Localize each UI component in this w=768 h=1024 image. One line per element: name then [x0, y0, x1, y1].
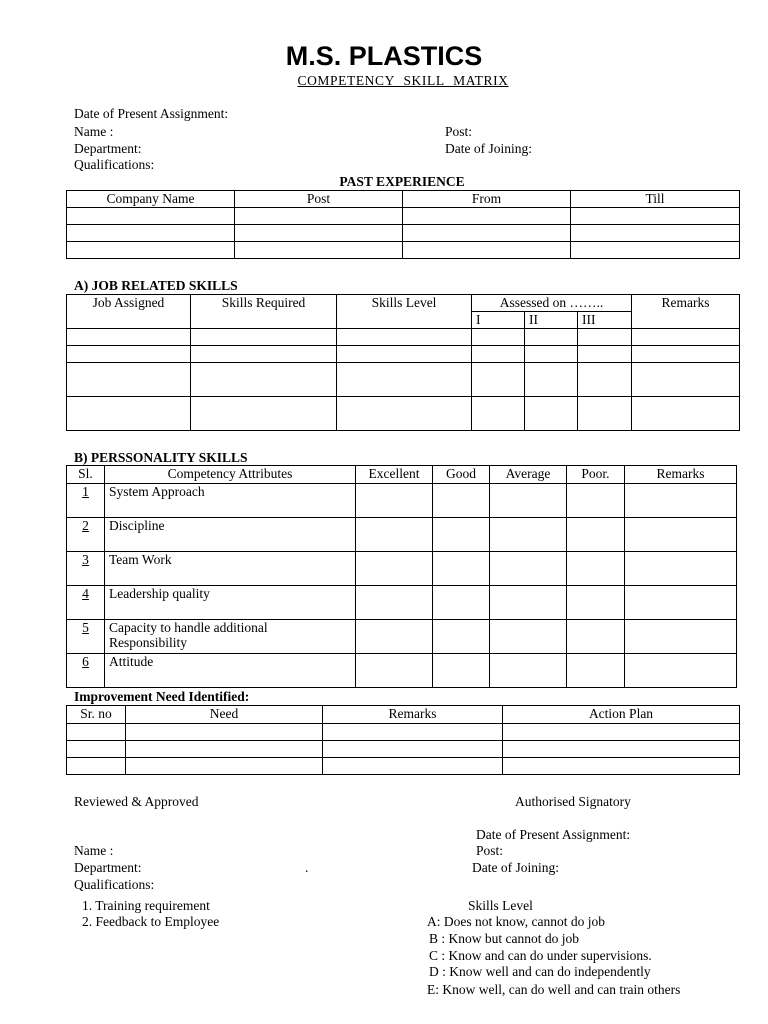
table-cell[interactable] — [632, 363, 740, 397]
column-header: Sr. no — [67, 706, 126, 724]
sub-column-header: III — [578, 312, 632, 329]
column-header: Job Assigned — [67, 295, 191, 329]
skills-level-title: Skills Level — [468, 898, 533, 913]
reviewed-approved-label: Reviewed & Approved — [74, 794, 199, 809]
table-cell[interactable] — [235, 208, 403, 225]
footer-name-label: Name : — [74, 843, 114, 858]
column-header: Till — [571, 191, 740, 208]
table-cell[interactable] — [67, 346, 191, 363]
table-cell[interactable] — [625, 552, 737, 586]
table-cell[interactable] — [126, 724, 323, 741]
table-cell[interactable] — [67, 724, 126, 741]
table-cell[interactable] — [525, 346, 578, 363]
table-cell[interactable] — [571, 208, 740, 225]
table-cell[interactable] — [472, 397, 525, 431]
list-item: 2. Feedback to Employee — [82, 914, 220, 929]
table-row — [67, 363, 740, 397]
column-header: Remarks — [625, 466, 737, 484]
table-cell[interactable] — [433, 586, 490, 620]
table-cell[interactable] — [67, 397, 191, 431]
column-header: Need — [126, 706, 323, 724]
page-subtitle: COMPETENCY SKILL MATRIX — [297, 73, 509, 88]
table-cell[interactable] — [337, 397, 472, 431]
skills-level-item: A: Does not know, cannot do job — [427, 914, 605, 929]
list-item: 1. Training requirement — [82, 898, 210, 913]
table-cell[interactable] — [356, 620, 433, 654]
table-header-row — [67, 295, 740, 312]
table-cell[interactable] — [625, 654, 737, 688]
table-cell[interactable] — [472, 363, 525, 397]
column-header: Assessed on …….. — [472, 295, 632, 312]
table-cell[interactable] — [490, 552, 567, 586]
competency-attribute: Team Work — [105, 552, 356, 586]
table-cell[interactable] — [525, 397, 578, 431]
table-cell[interactable] — [490, 518, 567, 552]
footer-qualifications-label: Qualifications: — [74, 877, 155, 892]
table-cell[interactable] — [356, 484, 433, 518]
table-cell[interactable] — [67, 242, 235, 259]
table-row — [67, 329, 740, 346]
job-related-skills-table — [66, 294, 740, 431]
past-experience-heading: PAST EXPERIENCE — [339, 174, 465, 189]
table-cell[interactable] — [632, 397, 740, 431]
table-cell[interactable] — [567, 552, 625, 586]
table-row — [67, 586, 737, 620]
table-row — [67, 397, 740, 431]
column-header: Good — [433, 466, 490, 484]
footer-dot: . — [305, 860, 309, 875]
table-cell[interactable] — [356, 654, 433, 688]
table-cell[interactable] — [571, 225, 740, 242]
table-cell[interactable] — [503, 724, 740, 741]
column-header: Skills Required — [191, 295, 337, 329]
personality-skills-heading: B) PERSSONALITY SKILLS — [74, 450, 248, 465]
table-header-row — [67, 706, 740, 724]
table-cell[interactable] — [191, 346, 337, 363]
qualifications-label: Qualifications: — [74, 157, 155, 172]
table-cell[interactable] — [625, 586, 737, 620]
serial-number: 3 — [67, 552, 105, 586]
table-cell[interactable] — [323, 724, 503, 741]
column-header: Company Name — [67, 191, 235, 208]
column-header: Remarks — [323, 706, 503, 724]
table-cell[interactable] — [578, 346, 632, 363]
post-label: Post: — [445, 124, 473, 139]
table-cell[interactable] — [191, 363, 337, 397]
table-cell[interactable] — [625, 484, 737, 518]
serial-number: 5 — [67, 620, 105, 654]
table-cell[interactable] — [323, 741, 503, 758]
table-cell[interactable] — [191, 397, 337, 431]
table-cell[interactable] — [433, 620, 490, 654]
column-header: Excellent — [356, 466, 433, 484]
footer-department-label: Department: — [74, 860, 142, 875]
skills-level-item: E: Know well, can do well and can train others — [427, 982, 681, 997]
table-cell[interactable] — [503, 758, 740, 775]
table-cell[interactable] — [67, 225, 235, 242]
table-cell[interactable] — [472, 346, 525, 363]
table-header-row — [67, 466, 737, 484]
table-cell[interactable] — [472, 329, 525, 346]
department-label: Department: — [74, 141, 142, 156]
page-title: M.S. PLASTICS — [285, 41, 483, 71]
table-cell[interactable] — [571, 242, 740, 259]
skills-level-item: B : Know but cannot do job — [429, 931, 579, 946]
table-cell[interactable] — [191, 329, 337, 346]
table-cell[interactable] — [567, 620, 625, 654]
improvement-need-heading: Improvement Need Identified: — [74, 689, 250, 704]
table-cell[interactable] — [356, 518, 433, 552]
table-cell[interactable] — [503, 741, 740, 758]
table-row — [67, 242, 740, 259]
competency-attribute: Leadership quality — [105, 586, 356, 620]
date-of-joining-label: Date of Joining: — [445, 141, 532, 156]
table-cell[interactable] — [235, 225, 403, 242]
footer-date-of-present-assignment-label: Date of Present Assignment: — [476, 827, 631, 842]
table-cell[interactable] — [67, 363, 191, 397]
table-row — [67, 741, 740, 758]
name-label: Name : — [74, 124, 114, 139]
serial-number: 1 — [67, 484, 105, 518]
table-cell[interactable] — [578, 397, 632, 431]
table-row — [67, 654, 737, 688]
table-cell[interactable] — [490, 484, 567, 518]
table-cell[interactable] — [356, 552, 433, 586]
column-header: Post — [235, 191, 403, 208]
table-row — [67, 346, 740, 363]
sub-column-header: I — [472, 312, 525, 329]
date-of-present-assignment-label: Date of Present Assignment: — [74, 106, 229, 121]
serial-number: 4 — [67, 586, 105, 620]
attribute-line: Capacity to handle additional — [109, 620, 268, 635]
skills-level-item: C : Know and can do under supervisions. — [429, 948, 652, 963]
table-row — [67, 518, 737, 552]
table-cell[interactable] — [567, 518, 625, 552]
table-cell[interactable] — [433, 654, 490, 688]
table-cell[interactable] — [632, 329, 740, 346]
column-header: Skills Level — [337, 295, 472, 329]
table-cell[interactable] — [67, 758, 126, 775]
footer-date-of-joining-label: Date of Joining: — [472, 860, 559, 875]
table-cell[interactable] — [433, 518, 490, 552]
table-cell[interactable] — [632, 346, 740, 363]
table-row — [67, 724, 740, 741]
table-cell[interactable] — [567, 654, 625, 688]
authorised-signatory-label: Authorised Signatory — [515, 794, 631, 809]
table-cell[interactable] — [356, 586, 433, 620]
competency-attribute — [105, 620, 356, 654]
serial-number: 6 — [67, 654, 105, 688]
table-cell[interactable] — [403, 225, 571, 242]
column-header: Average — [490, 466, 567, 484]
table-row — [67, 552, 737, 586]
table-cell[interactable] — [337, 329, 472, 346]
table-cell[interactable] — [337, 346, 472, 363]
table-cell[interactable] — [403, 242, 571, 259]
column-header: Action Plan — [503, 706, 740, 724]
table-cell[interactable] — [578, 363, 632, 397]
table-cell[interactable] — [126, 741, 323, 758]
table-header-row — [67, 191, 740, 208]
table-cell[interactable] — [567, 484, 625, 518]
attribute-line: Responsibility — [109, 635, 188, 650]
table-cell[interactable] — [235, 242, 403, 259]
competency-attribute: Attitude — [105, 654, 356, 688]
serial-number: 2 — [67, 518, 105, 552]
table-row — [67, 620, 737, 654]
table-cell[interactable] — [490, 620, 567, 654]
table-cell[interactable] — [67, 741, 126, 758]
column-header: Competency Attributes — [105, 466, 356, 484]
skills-level-item: D : Know well and can do independently — [429, 964, 651, 979]
table-cell[interactable] — [490, 586, 567, 620]
table-cell[interactable] — [323, 758, 503, 775]
table-cell[interactable] — [403, 208, 571, 225]
table-row — [67, 758, 740, 775]
column-header: Remarks — [632, 295, 740, 329]
table-row — [67, 208, 740, 225]
improvement-table — [66, 705, 740, 775]
personality-skills-table — [66, 465, 737, 688]
table-row — [67, 225, 740, 242]
sub-column-header: II — [525, 312, 578, 329]
past-experience-table — [66, 190, 740, 259]
job-related-skills-heading: A) JOB RELATED SKILLS — [74, 278, 238, 293]
competency-attribute: System Approach — [105, 484, 356, 518]
table-row — [67, 484, 737, 518]
table-cell[interactable] — [567, 586, 625, 620]
table-cell[interactable] — [625, 518, 737, 552]
table-cell[interactable] — [67, 329, 191, 346]
footer-post-label: Post: — [476, 843, 504, 858]
table-cell[interactable] — [625, 620, 737, 654]
table-cell[interactable] — [490, 654, 567, 688]
column-header: Poor. — [567, 466, 625, 484]
table-cell[interactable] — [433, 552, 490, 586]
table-cell[interactable] — [67, 208, 235, 225]
column-header: From — [403, 191, 571, 208]
table-cell[interactable] — [337, 363, 472, 397]
table-cell[interactable] — [433, 484, 490, 518]
table-cell[interactable] — [578, 329, 632, 346]
table-cell[interactable] — [525, 329, 578, 346]
table-cell[interactable] — [126, 758, 323, 775]
table-cell[interactable] — [525, 363, 578, 397]
competency-attribute: Discipline — [105, 518, 356, 552]
column-header: Sl. — [67, 466, 105, 484]
